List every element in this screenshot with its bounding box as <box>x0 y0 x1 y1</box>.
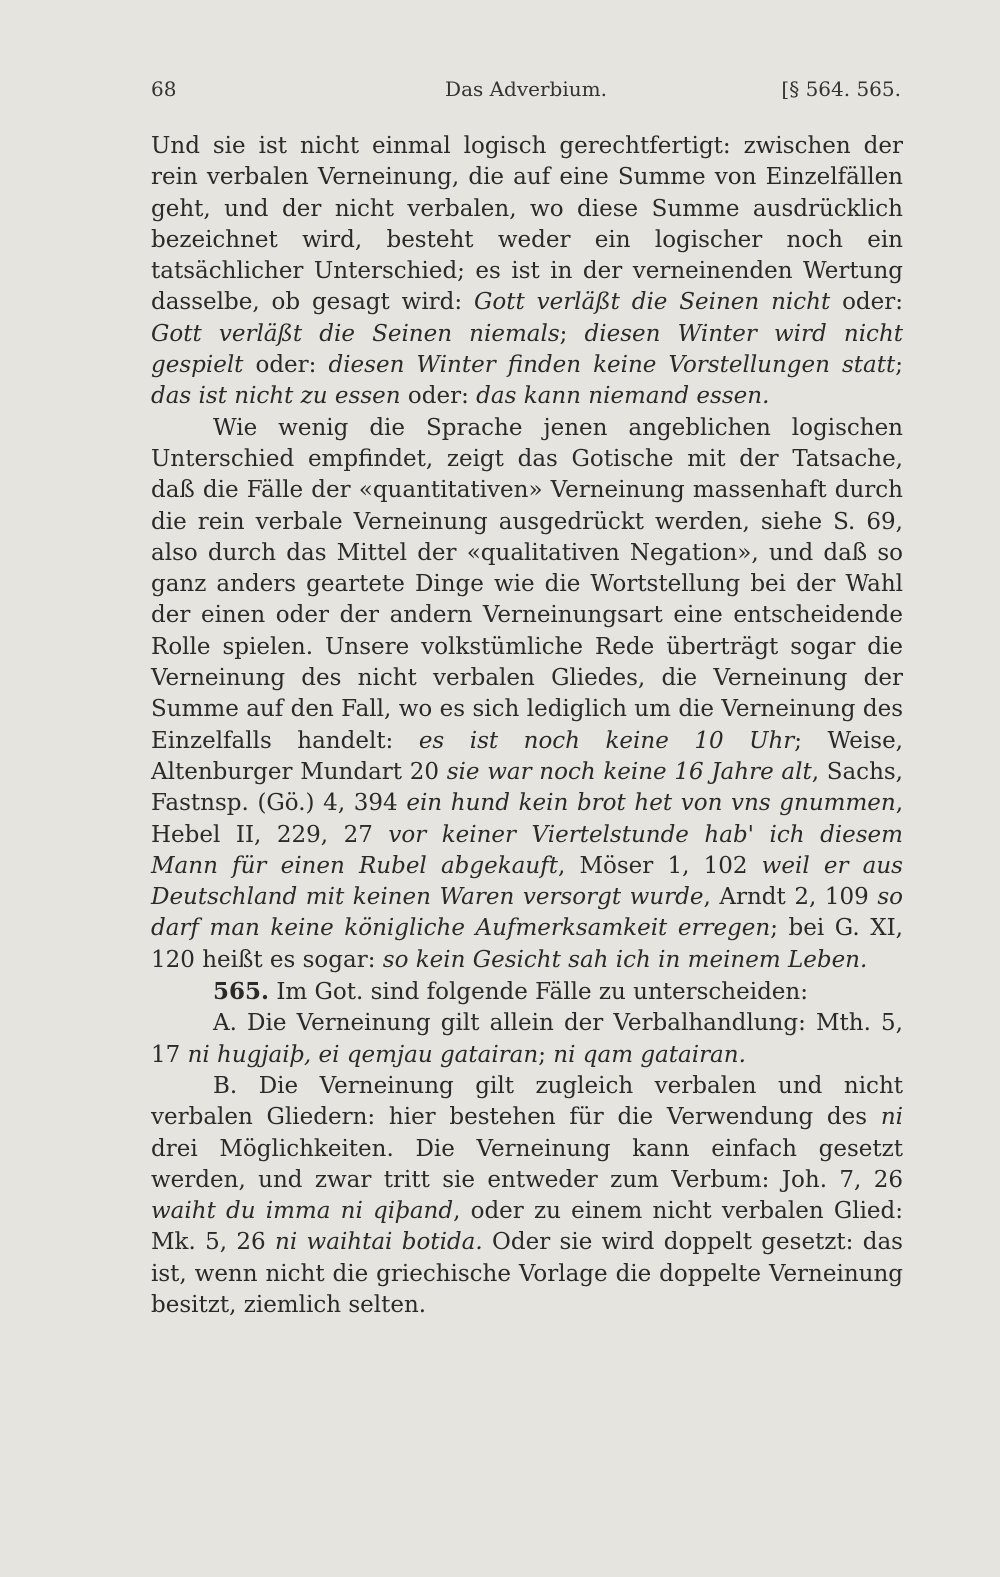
paragraph <box>151 1071 903 1321</box>
text-run: drei Möglichkeiten. Die Verneinung kann einfach gesetzt werden, und zwar tritt sie entweder zum Verbum: Joh. 7, 26 <box>151 1135 903 1193</box>
italic-text: das ist nicht zu essen <box>151 383 401 410</box>
text-run: ; bei G. XI, 120 heißt es sogar: <box>151 915 903 973</box>
paragraph <box>151 131 903 413</box>
italic-text: Gott verläßt die Seinen nicht <box>474 289 831 316</box>
italic-text: diesen Winter finden keine Vorstellungen statt <box>328 352 896 379</box>
text-run: ; <box>538 1041 554 1068</box>
text-run: oder: <box>400 383 477 410</box>
text-run: ; Weise, Altenburger Mundart 20 <box>151 727 903 785</box>
italic-text: es ist noch keine 10 Uhr <box>418 727 795 754</box>
italic-text: ni hugjaiþ, ei qemjau gatairan <box>187 1041 539 1068</box>
text-run: Im Got. sind folgende Fälle zu unterscheiden: <box>269 979 808 1006</box>
italic-text: waiht du imma ni qiþand <box>151 1198 454 1225</box>
italic-text: weil er aus Deutschland mit keinen Waren versorgt wurde <box>151 852 903 911</box>
text-run: Und sie ist nicht einmal logisch gerechtfertigt: zwischen der rein verbalen Verneinung, die auf eine Summe von Einzelfällen geht, und der nicht verbalen, wo diese Summe ausdrücklich bezeichnet wird, besteht weder ein logischer noch ein tatsächlicher Unterschied; es ist in der verneinenden Wertung dasselbe, ob gesagt wird: <box>151 133 903 316</box>
text-run: , Arndt 2, 109 <box>703 884 878 911</box>
italic-text: ni qam gatairan. <box>553 1041 746 1068</box>
text-run: Oder sie wird doppelt gesetzt: das ist, wenn nicht die griechische Vorlage die doppelte Verneinung besitzt, ziemlich selten. <box>151 1229 903 1318</box>
body-text <box>151 131 903 1321</box>
text-run: ; <box>895 352 903 379</box>
text-run: oder: <box>830 289 904 316</box>
italic-text: ni <box>880 1104 903 1131</box>
text-run: Wie wenig die Sprache jenen angeblichen logischen Unterschied empfindet, zeigt das Gotische mit der Tatsache, daß die Fälle der «quantitativen» Verneinung massenhaft durch die rein verbale Verneinung ausgedrückt werden, siehe S. 69, also durch das Mittel der «qualitativen Negation», und daß so ganz anders geartete Dinge wie die Wortstellung bei der Wahl der einen oder der andern Verneinungsart eine entscheidende Rolle spielen. Unsere volkstümliche Rede überträgt sogar die Verneinung des nicht verbalen Gliedes, die Verneinung der Summe auf den Fall, wo es sich lediglich um die Verneinung des Einzelfalls handelt: <box>151 414 903 754</box>
text-run: , Möser 1, 102 <box>557 852 762 879</box>
text-run: ; <box>559 320 585 347</box>
paragraph <box>151 413 903 976</box>
italic-text: das kann niemand essen. <box>476 383 770 410</box>
italic-text: diesen Winter wird nicht gespielt <box>151 320 903 379</box>
italic-text: Gott verläßt die Seinen niemals <box>151 320 560 347</box>
italic-text: vor keiner Viertelstunde hab' ich diesem Mann für einen Rubel abgekauft <box>151 821 903 879</box>
section-reference: [§ 564. 565. <box>781 77 901 101</box>
page-number: 68 <box>151 77 177 101</box>
italic-text: ni waihtai botida. <box>275 1229 483 1256</box>
text-run: , oder zu einem nicht verbalen Glied: Mk. 5, 26 <box>151 1198 904 1256</box>
running-header <box>151 77 901 101</box>
italic-text: sie war noch keine 16 Jahre alt <box>446 758 812 785</box>
italic-text: so kein Gesicht sah ich in meinem Leben. <box>382 946 868 973</box>
text-run: A. Die Verneinung gilt allein der Verbalhandlung: Mth. 5, 17 <box>151 1010 903 1068</box>
italic-text: so darf man keine königliche Aufmerksamkeit erregen <box>151 884 903 942</box>
text-run: , Hebel II, 229, 27 <box>151 790 904 848</box>
italic-text: ein hund kein brot het von vns gnummen <box>406 790 896 817</box>
paragraph <box>151 1008 903 1071</box>
text-run: oder: <box>243 352 329 379</box>
running-title: Das Adverbium. <box>445 77 607 101</box>
text-run: B. Die Verneinung gilt zugleich verbalen und nicht verbalen Gliedern: hier bestehen für die Verwendung des <box>151 1072 903 1131</box>
text-run: , Sachs, Fastnsp. (Gö.) 4, 394 <box>151 758 903 817</box>
section-number: 565. <box>213 978 270 1006</box>
paragraph <box>151 976 903 1008</box>
